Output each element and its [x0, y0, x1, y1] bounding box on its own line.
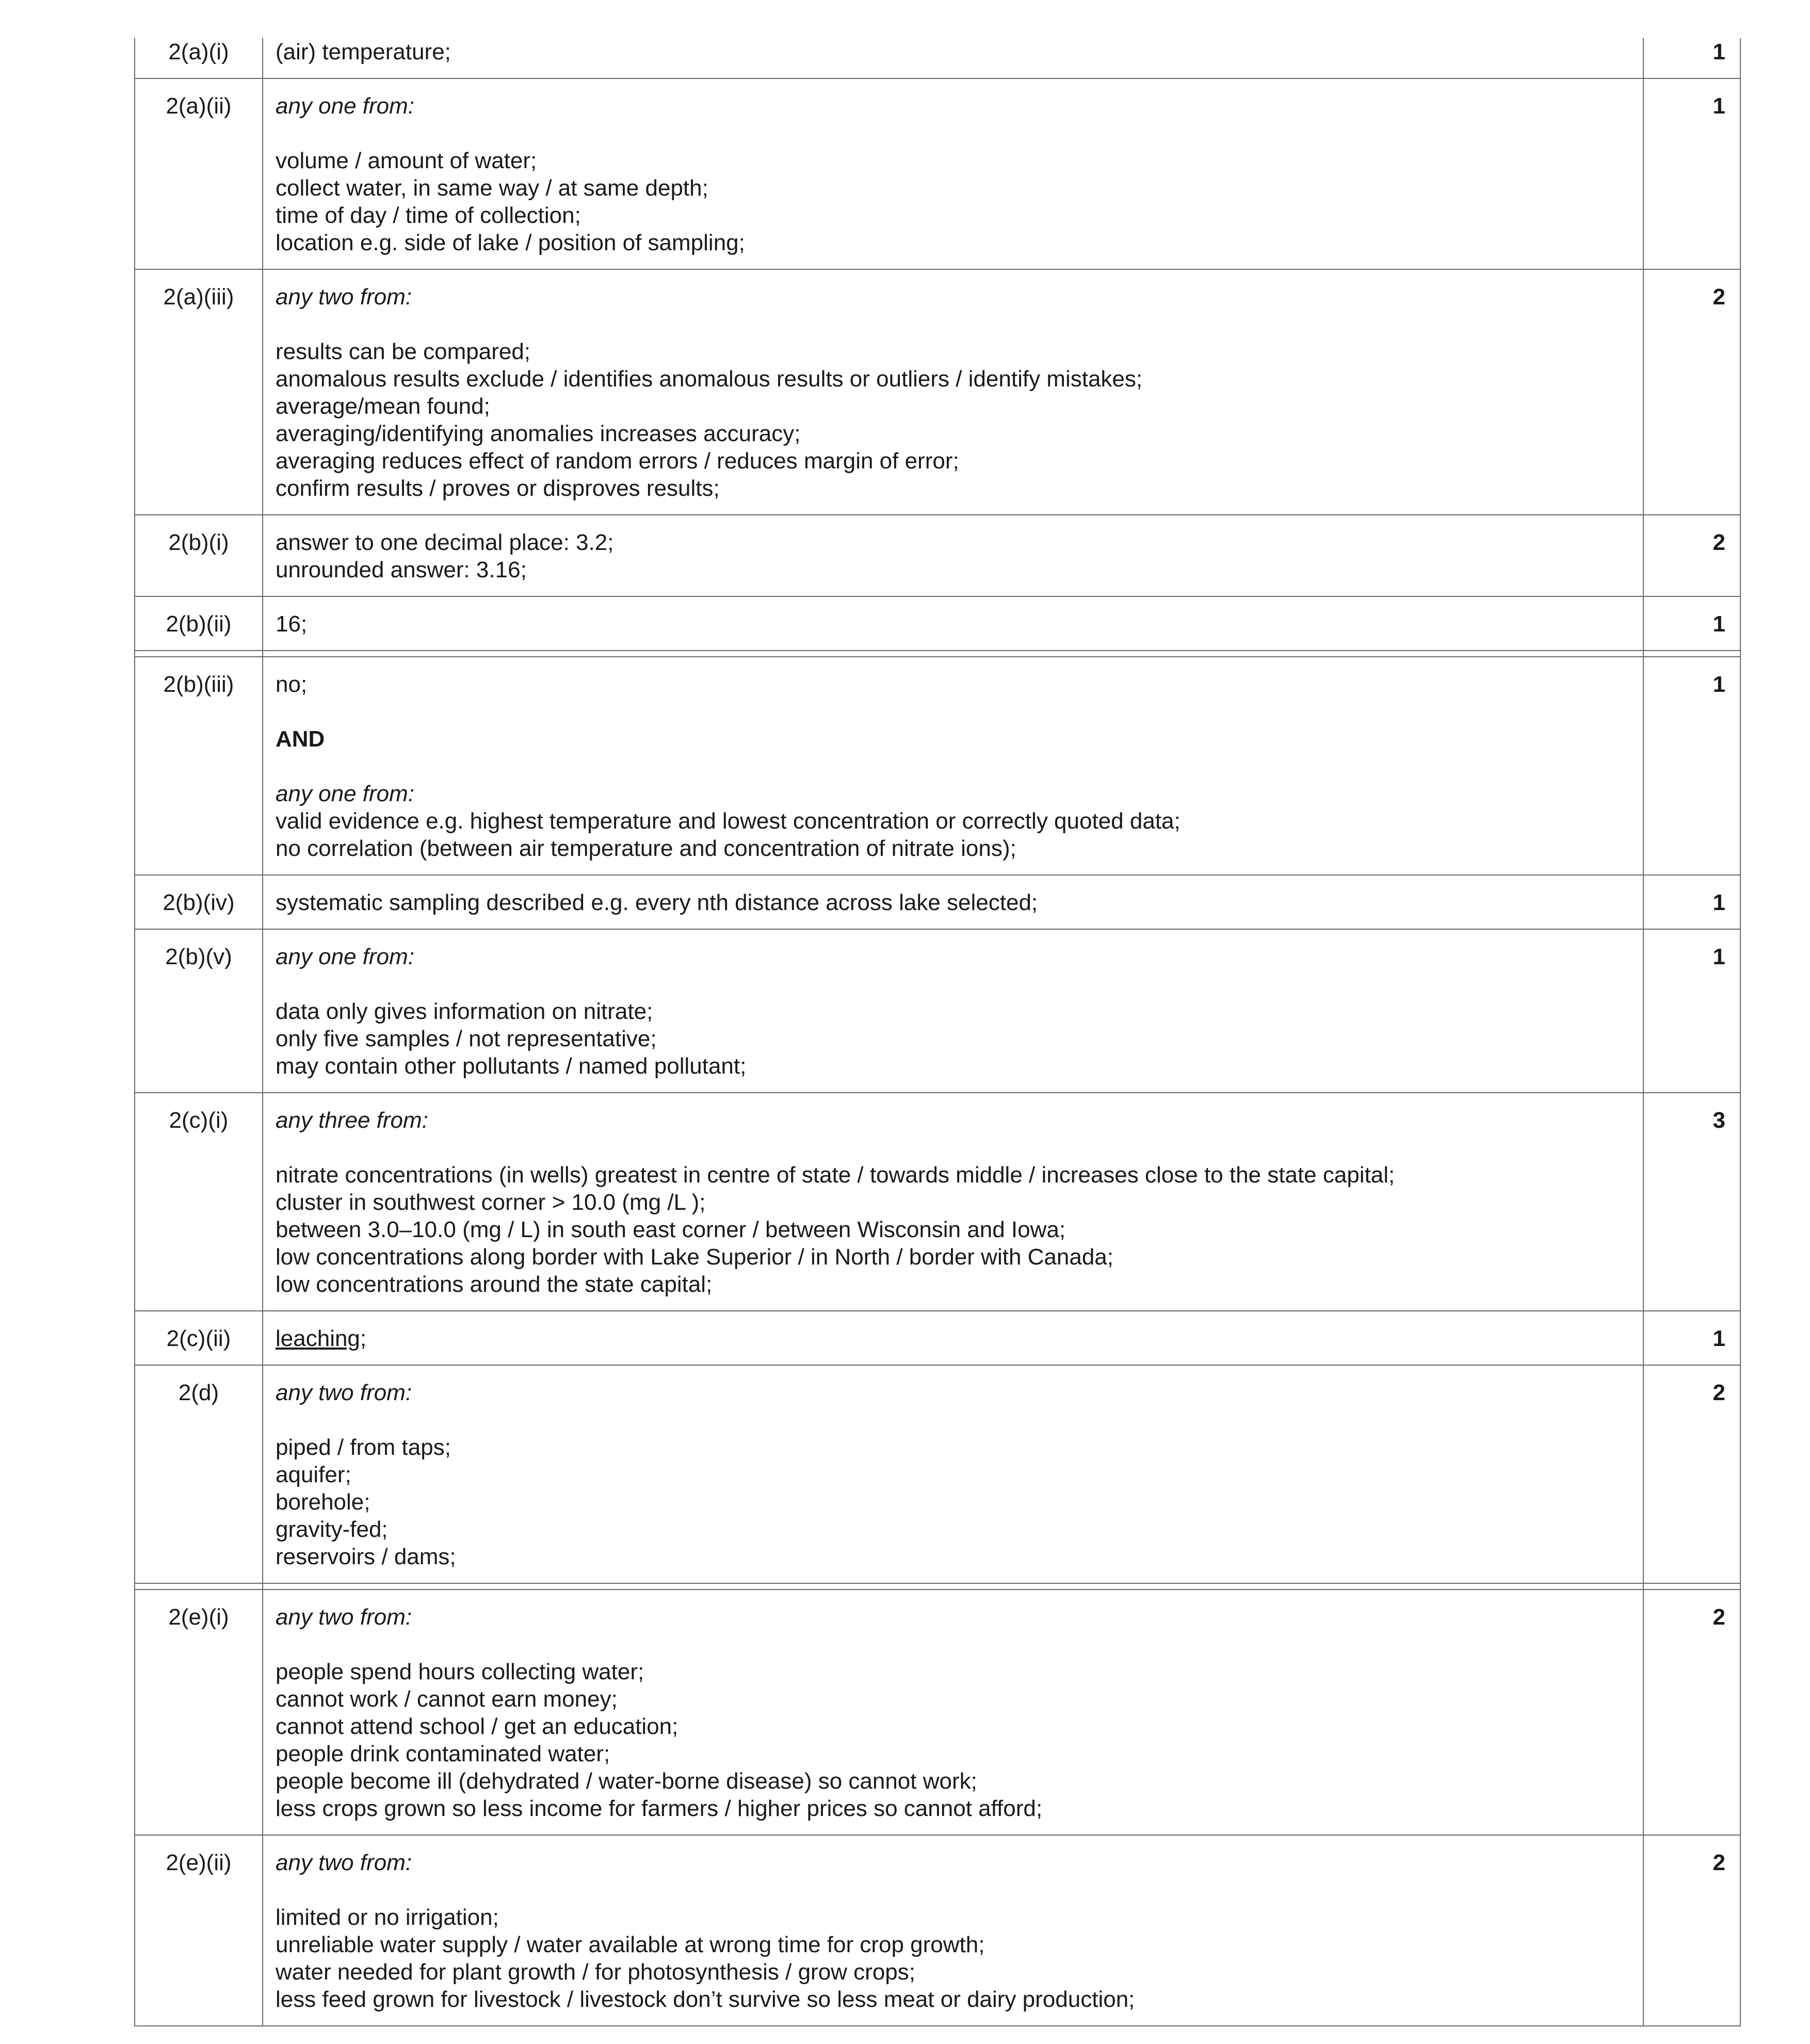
answer-cell	[263, 875, 1643, 929]
answer-line: people drink contaminated water;	[276, 1741, 610, 1766]
mark-value: 2	[1643, 269, 1740, 515]
answer-cell	[263, 929, 1643, 1093]
answer-cell	[263, 1835, 1643, 2026]
page-break-gap	[135, 651, 1740, 657]
table-row	[135, 657, 1740, 875]
answer-line: averaging/identifying anomalies increases accuracy;	[276, 421, 801, 446]
answer-line: valid evidence e.g. highest temperature and lowest concentration or correctly quoted data;	[276, 808, 1181, 834]
question-number: 2(b)(iv)	[135, 875, 263, 929]
question-number: 2(b)(iii)	[135, 657, 263, 875]
table-row	[135, 596, 1740, 651]
answer-line: people become ill (dehydrated / water-borne disease) so cannot work;	[276, 1769, 977, 1794]
answer-line: reservoirs / dams;	[276, 1544, 456, 1569]
answer-line: collect water, in same way / at same depth;	[276, 175, 708, 201]
mark-value: 1	[1643, 929, 1740, 1093]
answer-line: averaging reduces effect of random errors / reduces margin of error;	[276, 448, 959, 474]
mark-value: 1	[1643, 875, 1740, 929]
answer-line: only five samples / not representative;	[276, 1026, 657, 1051]
table-row	[135, 1589, 1740, 1835]
answer-line: cluster in southwest corner > 10.0 (mg /L );	[276, 1190, 706, 1215]
answer-line: low concentrations around the state capital;	[276, 1272, 713, 1297]
answer-line: anomalous results exclude / identifies anomalous results or outliers / identify mistakes;	[276, 366, 1143, 392]
answer-line: aquifer;	[276, 1462, 351, 1487]
answer-line: answer to one decimal place: 3.2;	[276, 530, 614, 555]
answer-intro: any one from:	[276, 944, 415, 969]
mark-value: 2	[1643, 1365, 1740, 1583]
table-row	[135, 78, 1740, 269]
answer-cell	[263, 1365, 1643, 1583]
mark-value: 2	[1643, 1589, 1740, 1835]
question-number: 2(c)(ii)	[135, 1311, 263, 1365]
answer-line: average/mean found;	[276, 394, 490, 419]
answer-cell	[263, 38, 1643, 78]
answer-cell	[263, 1311, 1643, 1365]
mark-value: 2	[1643, 1835, 1740, 2026]
answer-line: systematic sampling described e.g. every nth distance across lake selected;	[276, 890, 1038, 915]
answer-line: (air) temperature;	[276, 39, 451, 64]
answer-cell	[263, 596, 1643, 651]
table-row	[135, 1835, 1740, 2026]
answer-line: data only gives information on nitrate;	[276, 999, 653, 1024]
answer-intro: any one from:	[276, 781, 415, 806]
underlined-keyword: leaching	[276, 1326, 360, 1351]
answer-line: gravity-fed;	[276, 1517, 388, 1542]
answer-line: time of day / time of collection;	[276, 203, 581, 228]
table-row	[135, 1311, 1740, 1365]
mark-value: 1	[1643, 78, 1740, 269]
table-row	[135, 38, 1740, 78]
mark-value: 1	[1643, 596, 1740, 651]
answer-line: no;	[276, 672, 308, 697]
mark-value: 1	[1643, 38, 1740, 78]
question-number: 2(d)	[135, 1365, 263, 1583]
mark-value: 1	[1643, 1311, 1740, 1365]
answer-intro: any three from:	[276, 1108, 428, 1133]
answer-line: low concentrations along border with Lake Superior / in North / border with Canada;	[276, 1244, 1114, 1270]
answer-suffix: ;	[360, 1326, 367, 1351]
page-break-gap	[135, 1583, 1740, 1589]
table-row	[135, 515, 1740, 596]
table-row	[135, 929, 1740, 1093]
answer-line	[276, 1325, 1633, 1352]
answer-line: confirm results / proves or disproves results;	[276, 476, 720, 501]
question-number: 2(a)(i)	[135, 38, 263, 78]
question-number: 2(a)(iii)	[135, 269, 263, 515]
answer-intro: any two from:	[276, 1380, 412, 1405]
question-number: 2(a)(ii)	[135, 78, 263, 269]
answer-intro: any two from:	[276, 284, 412, 310]
answer-intro: any two from:	[276, 1850, 412, 1875]
question-number: 2(c)(i)	[135, 1093, 263, 1311]
answer-line: less feed grown for livestock / livestock don’t survive so less meat or dairy production;	[276, 1987, 1135, 2012]
answer-line: cannot attend school / get an education;	[276, 1714, 678, 1739]
answer-line: limited or no irrigation;	[276, 1905, 499, 1930]
mark-scheme-table	[134, 38, 1741, 2026]
mark-value: 3	[1643, 1093, 1740, 1311]
question-number: 2(b)(i)	[135, 515, 263, 596]
answer-line: location e.g. side of lake / position of sampling;	[276, 230, 745, 255]
answer-line: borehole;	[276, 1489, 370, 1515]
answer-cell	[263, 657, 1643, 875]
answer-line: less crops grown so less income for farmers / higher prices so cannot afford;	[276, 1796, 1043, 1821]
mark-value: 2	[1643, 515, 1740, 596]
question-number: 2(b)(ii)	[135, 596, 263, 651]
answer-line: no correlation (between air temperature and concentration of nitrate ions);	[276, 836, 1016, 861]
question-number: 2(e)(i)	[135, 1589, 263, 1835]
answer-line: cannot work / cannot earn money;	[276, 1686, 618, 1712]
question-number: 2(b)(v)	[135, 929, 263, 1093]
table-row	[135, 269, 1740, 515]
answer-line: 16;	[276, 611, 308, 637]
answer-line: people spend hours collecting water;	[276, 1659, 644, 1684]
answer-line: nitrate concentrations (in wells) greatest in centre of state / towards middle / increases close to the state capital;	[276, 1162, 1395, 1188]
question-number: 2(e)(ii)	[135, 1835, 263, 2026]
answer-line: may contain other pollutants / named pollutant;	[276, 1053, 747, 1079]
answer-intro: any one from:	[276, 93, 415, 119]
answer-line: volume / amount of water;	[276, 148, 537, 173]
and-connector: AND	[276, 726, 325, 752]
answer-cell	[263, 269, 1643, 515]
answer-line: between 3.0–10.0 (mg / L) in south east corner / between Wisconsin and Iowa;	[276, 1217, 1066, 1242]
answer-cell	[263, 515, 1643, 596]
answer-intro: any two from:	[276, 1604, 412, 1630]
table-row	[135, 1365, 1740, 1583]
answer-line: unreliable water supply / water available at wrong time for crop growth;	[276, 1932, 985, 1957]
answer-cell	[263, 78, 1643, 269]
answer-line: results can be compared;	[276, 339, 531, 364]
answer-cell	[263, 1589, 1643, 1835]
answer-line: piped / from taps;	[276, 1435, 451, 1460]
table-row	[135, 875, 1740, 929]
answer-line: water needed for plant growth / for photosynthesis / grow crops;	[276, 1959, 915, 1985]
answer-line: unrounded answer: 3.16;	[276, 557, 527, 582]
table-row	[135, 1093, 1740, 1311]
answer-cell	[263, 1093, 1643, 1311]
mark-value: 1	[1643, 657, 1740, 875]
